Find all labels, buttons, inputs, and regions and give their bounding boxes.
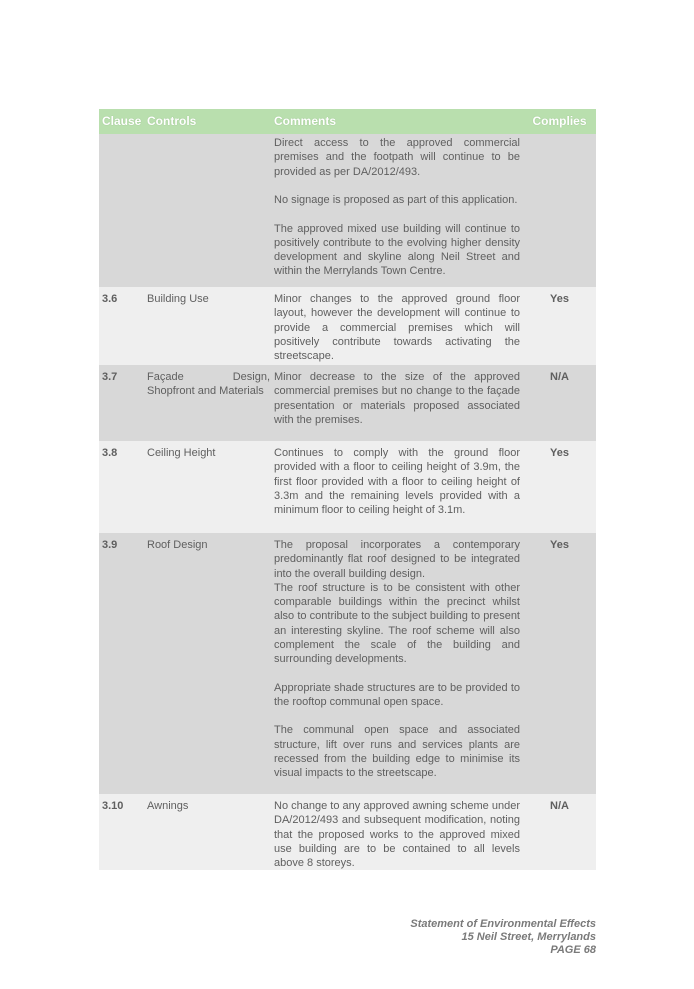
comment-paragraph: Minor decrease to the size of the approved commercial premises but no change to the façade presentation or materials proposed associated with the premises. bbox=[274, 371, 520, 426]
header-comments: Comments bbox=[274, 114, 337, 129]
row-control: Roof Design bbox=[147, 539, 208, 551]
row-complies bbox=[523, 136, 596, 278]
row-complies: N/A bbox=[550, 800, 569, 812]
row-comments bbox=[272, 292, 523, 362]
row-control: Awnings bbox=[147, 800, 189, 812]
row-complies: N/A bbox=[550, 371, 569, 383]
comment-paragraph: The roof structure is to be consistent with other comparable buildings within the precinct whilst also to contribute to the subject building to present an interesting skyline. The roof scheme will also complement the scale of the building and surrounding developments. bbox=[274, 581, 520, 665]
compliance-table bbox=[99, 109, 596, 870]
row-comments bbox=[272, 136, 523, 278]
header-complies: Complies bbox=[532, 114, 587, 129]
table-row bbox=[99, 533, 596, 794]
row-control: Ceiling Height bbox=[147, 447, 216, 459]
row-control: Building Use bbox=[147, 293, 209, 305]
row-comments bbox=[272, 538, 523, 785]
table-row bbox=[99, 134, 596, 287]
row-clause: 3.7 bbox=[102, 371, 118, 383]
row-comments bbox=[272, 799, 523, 869]
comment-paragraph: Direct access to the approved commercial premises and the footpath will continue to be provided as per DA/2012/493. bbox=[274, 137, 520, 178]
table-row bbox=[99, 365, 596, 441]
comment-paragraph: The communal open space and associated structure, lift over runs and services plants are recessed from the building edge to minimise its visual impacts to the streetscape. bbox=[274, 724, 520, 779]
row-clause: 3.6 bbox=[102, 293, 118, 305]
comment-paragraph: No change to any approved awning scheme under DA/2012/493 and subsequent modification, noting that the proposed works to the approved mixed use building are to be contained to all levels above 8 storeys. bbox=[274, 800, 520, 869]
row-complies: Yes bbox=[550, 293, 569, 305]
row-clause: 3.9 bbox=[102, 539, 118, 551]
row-control: Façade Design, Shopfront and Materials bbox=[147, 371, 270, 398]
footer-address: 15 Neil Street, Merrylands bbox=[461, 931, 596, 943]
comment-paragraph: The approved mixed use building will continue to positively contribute to the evolving higher density development and skyline along Neil Street and within the Merrylands Town Centre. bbox=[274, 222, 520, 278]
row-clause: 3.8 bbox=[102, 447, 118, 459]
table-row bbox=[99, 794, 596, 870]
row-comments bbox=[272, 370, 523, 432]
comment-paragraph: Continues to comply with the ground floor provided with a floor to ceiling height of 3.9m, the first floor provided with a floor to ceiling height of 3.3m and the remaining levels provided with a minimum floor to ceiling height of 3.1m. bbox=[274, 447, 520, 516]
header-controls: Controls bbox=[147, 114, 197, 129]
comment-paragraph: The proposal incorporates a contemporary predominantly flat roof designed to be integrated into the overall building design. bbox=[274, 539, 520, 580]
row-complies: Yes bbox=[550, 539, 569, 551]
row-comments bbox=[272, 446, 523, 524]
table-row bbox=[99, 441, 596, 533]
table-row bbox=[99, 287, 596, 365]
footer-page-number: PAGE 68 bbox=[550, 944, 596, 956]
footer-document-title: Statement of Environmental Effects bbox=[410, 918, 596, 930]
table-header bbox=[99, 109, 596, 134]
row-clause: 3.10 bbox=[102, 800, 124, 812]
row-clause bbox=[99, 136, 145, 278]
comment-paragraph: No signage is proposed as part of this application. bbox=[274, 194, 518, 206]
header-clause: Clause bbox=[102, 114, 142, 129]
row-complies: Yes bbox=[550, 447, 569, 459]
row-control bbox=[145, 136, 272, 278]
comment-paragraph: Appropriate shade structures are to be provided to the rooftop communal open space. bbox=[274, 681, 520, 708]
page-footer bbox=[410, 918, 596, 957]
comment-paragraph: Minor changes to the approved ground floor layout, however the development will continue to provide a commercial premises which will positively contribute towards activating the streetscape. bbox=[274, 293, 520, 362]
